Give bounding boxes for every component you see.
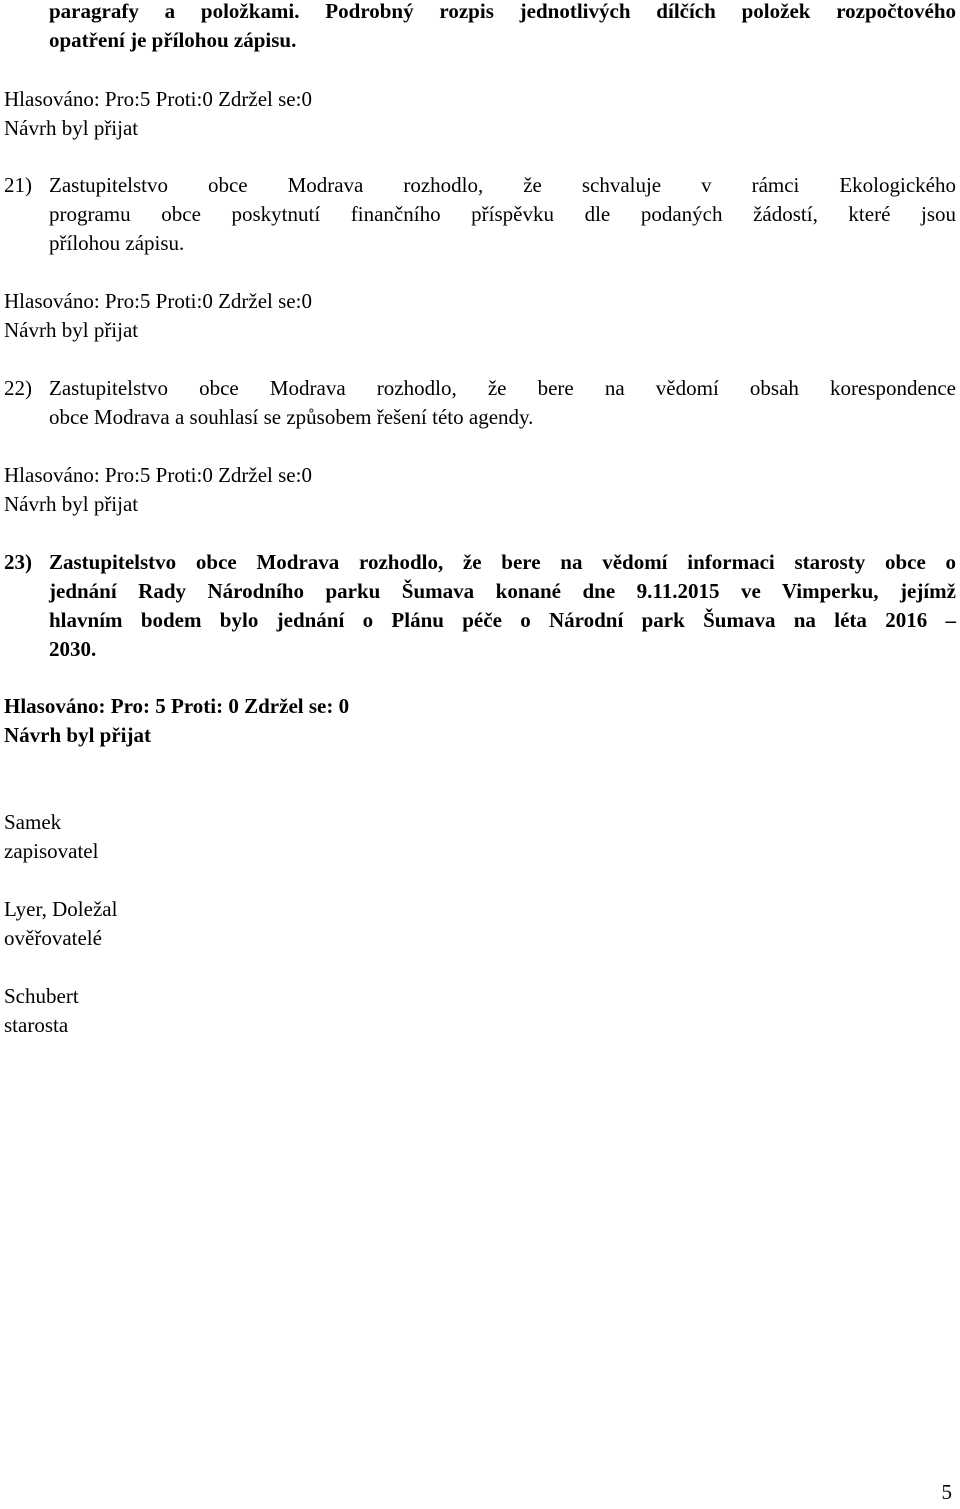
vote-result-block [4, 85, 956, 143]
mayor-name: Schubert [4, 984, 79, 1008]
vote-status: Návrh byl přijat [4, 116, 139, 140]
signature-recorder [4, 808, 956, 866]
item-text-line-1: Zastupitelstvo obce Modrava rozhodlo, že schvaluje v rámci Ekologického [49, 173, 956, 197]
recorder-name: Samek [4, 810, 62, 834]
item-text-line-1: Zastupitelstvo obce Modrava rozhodlo, že bere na vědomí informaci starosty obce o [49, 550, 956, 574]
item-number: 22) [4, 376, 32, 400]
signature-mayor [4, 982, 956, 1040]
item-text-line-4: 2030. [49, 637, 97, 661]
continuation-paragraph [49, 0, 956, 55]
vote-result-block [4, 692, 956, 750]
item-text-line-2: programu obce poskytnutí finančního příspěvku dle podaných žádostí, které jsou [49, 202, 956, 226]
verifiers-names: Lyer, Doležal [4, 897, 118, 921]
page-number: 5 [941, 1480, 952, 1504]
item-text-line-2: obce Modrava a souhlasí se způsobem řešení této agendy. [49, 405, 534, 429]
vote-status: Návrh byl přijat [4, 492, 139, 516]
vote-result-block [4, 287, 956, 345]
vote-status: Návrh byl přijat [4, 318, 139, 342]
vote-status: Návrh byl přijat [4, 723, 151, 747]
item-number: 21) [4, 173, 32, 197]
item-number: 23) [4, 550, 32, 574]
vote-result: Hlasováno: Pro:5 Proti:0 Zdržel se:0 [4, 289, 312, 313]
item-text-line-3: hlavním bodem bylo jednání o Plánu péče o Národní park Šumava na léta 2016 – [49, 608, 956, 632]
verifiers-role: ověřovatelé [4, 926, 102, 950]
recorder-role: zapisovatel [4, 839, 99, 863]
signature-verifiers [4, 895, 956, 953]
continuation-line-1: paragrafy a položkami. Podrobný rozpis jednotlivých dílčích položek rozpočtového [49, 0, 956, 23]
vote-result: Hlasováno: Pro:5 Proti:0 Zdržel se:0 [4, 87, 312, 111]
continuation-line-2: opatření je přílohou zápisu. [49, 28, 297, 52]
item-text-line-2: jednání Rady Národního parku Šumava konané dne 9.11.2015 ve Vimperku, jejímž [49, 579, 956, 603]
vote-result-block [4, 461, 956, 519]
vote-result: Hlasováno: Pro: 5 Proti: 0 Zdržel se: 0 [4, 694, 350, 718]
item-text-line-1: Zastupitelstvo obce Modrava rozhodlo, že bere na vědomí obsah korespondence [49, 376, 956, 400]
vote-result: Hlasováno: Pro:5 Proti:0 Zdržel se:0 [4, 463, 312, 487]
mayor-role: starosta [4, 1013, 69, 1037]
item-text-line-3: přílohou zápisu. [49, 231, 185, 255]
